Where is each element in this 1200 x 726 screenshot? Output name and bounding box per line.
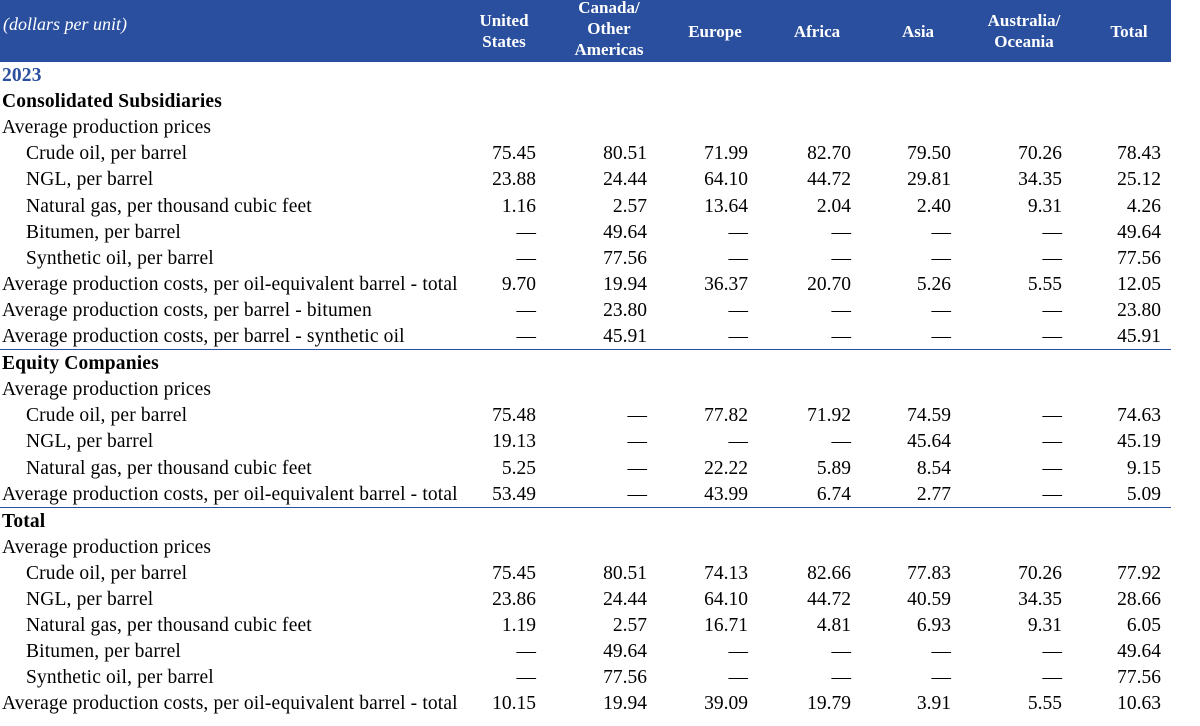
cell-canada-other-americas: 77.56 [603, 667, 647, 689]
cell-total: 25.12 [1117, 169, 1161, 191]
cell-europe: 64.10 [704, 169, 748, 191]
cell-united-states: — [516, 326, 536, 347]
table-row [0, 561, 1171, 587]
cell-asia: 2.40 [916, 195, 951, 217]
cell-africa: — [831, 326, 851, 347]
table-row [0, 272, 1171, 298]
row-label: Consolidated Subsidiaries [2, 91, 222, 113]
row-label: NGL, per barrel [26, 589, 154, 610]
cell-africa: — [831, 667, 851, 689]
cell-australia-oceania: — [1042, 483, 1062, 505]
subheading-row [0, 115, 1171, 141]
cell-canada-other-americas: — [627, 457, 647, 479]
cell-asia: 77.83 [907, 562, 951, 584]
cell-canada-other-americas: — [627, 483, 647, 505]
cell-europe: — [728, 431, 748, 453]
cell-australia-oceania: — [1042, 326, 1062, 347]
cell-total: 77.56 [1117, 247, 1161, 269]
cell-europe: — [728, 247, 748, 269]
cell-canada-other-americas: 19.94 [603, 273, 647, 295]
cell-africa: 82.66 [807, 562, 851, 584]
cell-total: 12.05 [1117, 273, 1161, 295]
row-label: Average production costs, per oil-equivalent barrel - total [2, 273, 458, 295]
cell-africa: 2.04 [816, 195, 851, 217]
section-heading-row [0, 351, 1171, 377]
row-label: 2023 [2, 65, 42, 86]
cell-australia-oceania: — [1042, 431, 1062, 453]
cell-canada-other-americas: 24.44 [603, 169, 647, 191]
row-label: NGL, per barrel [26, 431, 154, 453]
table-row [0, 141, 1171, 167]
cell-total: 5.09 [1126, 483, 1161, 505]
column-header-line: Other [587, 18, 631, 38]
column-header-united-states [444, 10, 564, 52]
section-heading-row [0, 89, 1171, 115]
column-header-line: Africa [793, 21, 841, 41]
section-heading-row [0, 509, 1171, 535]
subheading-row [0, 377, 1171, 403]
cell-total: 77.56 [1117, 667, 1161, 689]
cell-asia: — [931, 247, 951, 269]
cell-united-states: 5.25 [501, 457, 536, 479]
cell-europe: — [728, 641, 748, 663]
cell-total: 9.15 [1126, 457, 1161, 479]
cell-asia: 6.93 [916, 615, 951, 637]
cell-australia-oceania: 70.26 [1018, 562, 1062, 584]
cell-united-states: 9.70 [501, 273, 536, 295]
cell-total: 74.63 [1117, 405, 1161, 427]
cell-africa: 82.70 [807, 143, 851, 165]
cell-africa: 71.92 [807, 405, 851, 427]
column-header-line: Oceania [994, 32, 1054, 51]
cell-asia: — [931, 221, 951, 243]
column-header-line: Total [1110, 21, 1148, 41]
cell-canada-other-americas: 49.64 [603, 641, 647, 663]
row-label: Equity Companies [2, 353, 159, 375]
cell-australia-oceania: 5.55 [1027, 273, 1062, 295]
cell-europe: 71.99 [704, 143, 748, 165]
table-row [0, 403, 1171, 429]
cell-united-states: — [516, 667, 536, 689]
cell-total: 78.43 [1117, 143, 1161, 165]
column-header-canada-other-americas [549, 0, 669, 60]
cell-total: 4.26 [1126, 195, 1161, 217]
row-label: Crude oil, per barrel [26, 562, 188, 584]
row-label: Natural gas, per thousand cubic feet [26, 615, 312, 637]
cell-africa: — [831, 247, 851, 269]
cell-canada-other-americas: — [627, 431, 647, 453]
cell-australia-oceania: — [1042, 405, 1062, 427]
cell-canada-other-americas: 2.57 [612, 615, 647, 637]
cell-europe: 36.37 [704, 273, 748, 295]
cell-australia-oceania: — [1042, 247, 1062, 269]
table-row [0, 220, 1171, 246]
row-label: Synthetic oil, per barrel [26, 247, 214, 269]
table-row [0, 587, 1171, 613]
row-label: Average production costs, per barrel - synthetic oil [2, 326, 405, 347]
cell-total: 49.64 [1117, 221, 1161, 243]
column-header-line: Canada/ [578, 0, 640, 17]
row-label: Average production prices [2, 536, 212, 558]
table-row [0, 246, 1171, 272]
cell-europe: 16.71 [704, 615, 748, 637]
year-row [0, 63, 1171, 89]
cell-australia-oceania: — [1042, 299, 1062, 321]
cell-asia: 5.26 [916, 273, 951, 295]
table-row [0, 324, 1171, 350]
cell-canada-other-americas: 77.56 [603, 247, 647, 269]
row-label: Bitumen, per barrel [26, 221, 182, 243]
table-row [0, 298, 1171, 324]
column-header-asia [858, 21, 978, 42]
cell-australia-oceania: 34.35 [1018, 589, 1062, 610]
cell-united-states: — [516, 221, 536, 243]
row-label: Crude oil, per barrel [26, 143, 188, 165]
cell-total: 23.80 [1117, 299, 1161, 321]
cell-australia-oceania: — [1042, 667, 1062, 689]
cell-asia: 8.54 [916, 457, 951, 479]
cell-united-states: 53.49 [492, 483, 536, 505]
cell-europe: 43.99 [704, 483, 748, 505]
row-label: NGL, per barrel [26, 169, 154, 191]
cell-total: 49.64 [1117, 641, 1161, 663]
cell-africa: 20.70 [807, 273, 851, 295]
cell-asia: — [931, 667, 951, 689]
section-divider [0, 507, 1171, 508]
cell-asia: 45.64 [907, 431, 951, 453]
cell-canada-other-americas: 23.80 [603, 299, 647, 321]
cell-canada-other-americas: 2.57 [612, 195, 647, 217]
cell-europe: 13.64 [704, 195, 748, 217]
cell-europe: — [728, 299, 748, 321]
row-label: Synthetic oil, per barrel [26, 667, 214, 689]
cell-united-states: 19.13 [492, 431, 536, 453]
cell-asia: — [931, 326, 951, 347]
cell-australia-oceania: 9.31 [1027, 615, 1062, 637]
cell-united-states: — [516, 641, 536, 663]
cell-europe: 64.10 [704, 589, 748, 610]
cell-australia-oceania: 5.55 [1027, 693, 1062, 715]
cell-africa: — [831, 299, 851, 321]
cell-united-states: 75.45 [492, 143, 536, 165]
cell-total: 45.19 [1117, 431, 1161, 453]
cell-total: 45.91 [1117, 326, 1161, 347]
column-header-line: Asia [901, 21, 935, 41]
cell-australia-oceania: 9.31 [1027, 195, 1062, 217]
cell-united-states: 10.15 [492, 693, 536, 715]
table-row [0, 639, 1171, 665]
row-label: Average production prices [2, 379, 212, 401]
cell-canada-other-americas: 80.51 [603, 562, 647, 584]
cell-canada-other-americas: 80.51 [603, 143, 647, 165]
cell-asia: 29.81 [907, 169, 951, 191]
cell-africa: — [831, 641, 851, 663]
cell-asia: 74.59 [907, 405, 951, 427]
cell-australia-oceania: — [1042, 641, 1062, 663]
cell-africa: 44.72 [807, 589, 851, 610]
section-divider [0, 349, 1171, 350]
cell-total: 10.63 [1117, 693, 1161, 715]
cell-total: 6.05 [1126, 615, 1161, 637]
cell-canada-other-americas: — [627, 405, 647, 427]
table-row [0, 456, 1171, 482]
column-header-total [1069, 21, 1189, 42]
cell-africa: 19.79 [807, 693, 851, 715]
cell-europe: 74.13 [704, 562, 748, 584]
table-row [0, 167, 1171, 193]
row-label: Crude oil, per barrel [26, 405, 188, 427]
cell-total: 77.92 [1117, 562, 1161, 584]
cell-europe: 22.22 [704, 457, 748, 479]
cell-canada-other-americas: 19.94 [603, 693, 647, 715]
cell-canada-other-americas: 24.44 [603, 589, 647, 610]
table-header [0, 0, 1171, 62]
cell-united-states: — [516, 299, 536, 321]
cell-australia-oceania: 70.26 [1018, 143, 1062, 165]
cell-united-states: — [516, 247, 536, 269]
table-row [0, 482, 1171, 508]
row-label: Average production costs, per barrel - bitumen [2, 299, 372, 321]
cell-europe: — [728, 326, 748, 347]
cell-asia: 2.77 [916, 483, 951, 505]
row-label: Total [2, 510, 46, 532]
cell-asia: 79.50 [907, 143, 951, 165]
cell-asia: 3.91 [916, 693, 951, 715]
cell-united-states: 75.45 [492, 562, 536, 584]
units-label: (dollars per unit) [3, 14, 127, 34]
cell-united-states: 23.86 [492, 589, 536, 610]
column-header-line: Europe [688, 21, 742, 41]
cell-total: 28.66 [1117, 589, 1161, 610]
cell-europe: — [728, 221, 748, 243]
cell-australia-oceania: — [1042, 457, 1062, 479]
row-label: Average production prices [2, 117, 212, 139]
cell-united-states: 75.48 [492, 405, 536, 427]
cell-europe: — [728, 667, 748, 689]
row-label: Average production costs, per oil-equivalent barrel - total [2, 693, 458, 715]
subheading-row [0, 535, 1171, 561]
cell-united-states: 23.88 [492, 169, 536, 191]
cell-canada-other-americas: 45.91 [603, 326, 647, 347]
column-header-line: States [482, 32, 526, 51]
table-row [0, 665, 1171, 691]
row-label: Bitumen, per barrel [26, 641, 182, 663]
cell-asia: — [931, 641, 951, 663]
cell-canada-other-americas: 49.64 [603, 221, 647, 243]
table-row [0, 429, 1171, 455]
column-header-line: Americas [574, 39, 644, 59]
row-label: Natural gas, per thousand cubic feet [26, 195, 312, 217]
cell-africa: 44.72 [807, 169, 851, 191]
cell-asia: — [931, 299, 951, 321]
cell-africa: 5.89 [816, 457, 851, 479]
cell-australia-oceania: 34.35 [1018, 169, 1062, 191]
cell-asia: 40.59 [907, 589, 951, 610]
cell-europe: 39.09 [704, 693, 748, 715]
cell-united-states: 1.19 [501, 615, 536, 637]
table-row [0, 613, 1171, 639]
cell-africa: 6.74 [816, 483, 851, 505]
cell-united-states: 1.16 [501, 195, 536, 217]
row-label: Average production costs, per oil-equivalent barrel - total [2, 483, 458, 505]
cell-australia-oceania: — [1042, 221, 1062, 243]
column-header-line: Australia/ [987, 11, 1061, 30]
cell-africa: — [831, 221, 851, 243]
column-header-line: United [479, 11, 529, 30]
table-row [0, 691, 1171, 717]
row-label: Natural gas, per thousand cubic feet [26, 457, 312, 479]
table-row [0, 194, 1171, 220]
column-header-australia-oceania [964, 10, 1084, 52]
cell-africa: — [831, 431, 851, 453]
cell-europe: 77.82 [704, 405, 748, 427]
cell-africa: 4.81 [816, 615, 851, 637]
